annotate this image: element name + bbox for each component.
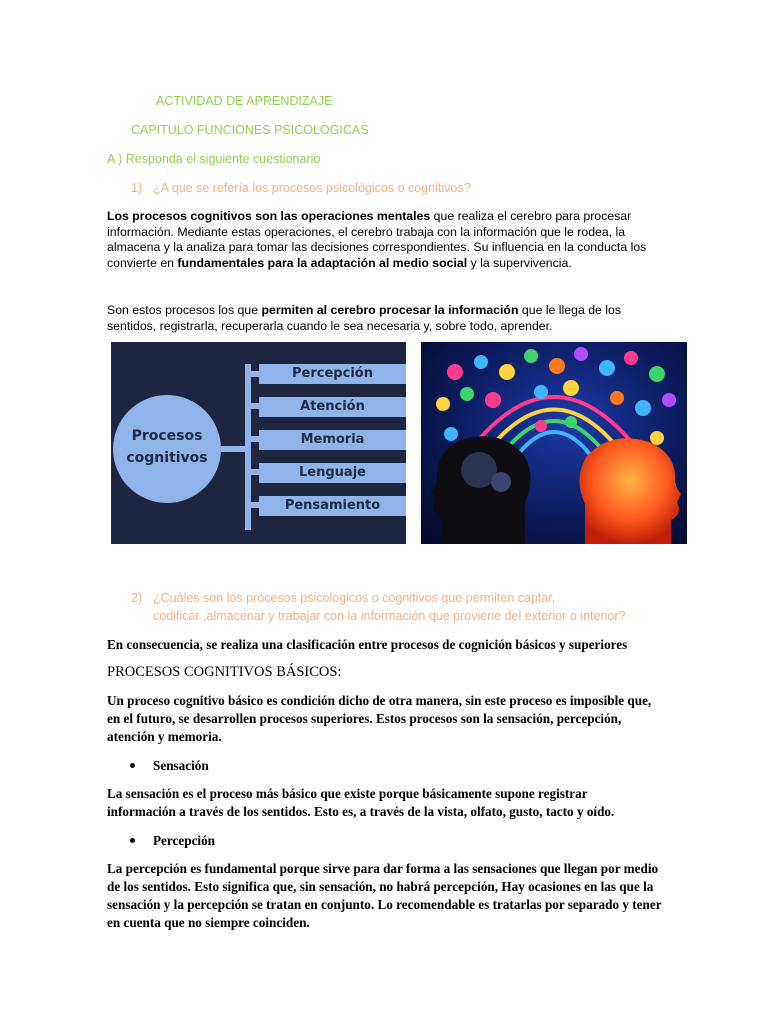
question-2-number: 2) [131, 591, 143, 605]
brain-heads-illustration [421, 342, 687, 544]
cognitive-processes-diagram [111, 342, 406, 544]
diagram-center-label-2: cognitivos [126, 450, 208, 466]
bullet-sensation-dot [130, 763, 135, 768]
diagram-item-attention: Atención [300, 399, 365, 414]
sensation-paragraph: La sensación es el proceso más básico que existe porque básicamente supone registrar información a través de los sentidos. Esto es, a través de la vista, olfato, gusto, tacto y oído. [107, 786, 615, 819]
answer-1-p2-text-2: que le llega de los sentidos, registrarla, recuperarla cuando le sea necesaria y, sobre todo, aprender. [107, 303, 622, 333]
diagram-item-memory: Memoria [300, 432, 365, 447]
answer-1-p2-bold: permiten al cerebro procesar la información [261, 303, 519, 317]
question-1-text: ¿A que se refería los procesos psicológicos o cognitivos? [153, 181, 471, 195]
diagram-item-perception: Percepción [292, 366, 373, 381]
question-2-line-2: codificar ,almacenar y trabajar con la información que proviene del exterior o interior? [153, 609, 626, 623]
bullet-perception: Percepción [153, 833, 216, 848]
heads-artwork [421, 342, 687, 544]
answer-1-p2-text-1: Son estos procesos los que [107, 303, 262, 317]
instruction-line: A ) Responda el siguiente cuestionario [107, 152, 321, 166]
answer-1-text-2: y la supervivencia. [467, 255, 572, 270]
center-circle [113, 395, 221, 503]
answer-1-paragraph-1 [107, 209, 655, 271]
basic-processes-title: PROCESOS COGNITIVOS BÁSICOS: [107, 664, 342, 680]
diagram-center-label-1: Procesos [131, 428, 203, 444]
bullet-sensation: Sensación [153, 758, 209, 773]
answer-1-paragraph-2 [107, 303, 663, 334]
activity-title: ACTIVIDAD DE APRENDIZAJE [156, 94, 333, 108]
diagram-item-thinking: Pensamiento [284, 498, 381, 513]
answer-2-intro: En consecuencia, se realiza una clasificación entre procesos de cognición básicos y superiores [107, 637, 628, 652]
basic-process-paragraph: Un proceso cognitivo básico es condición dicho de otra manera, sin este proceso es imposible que, en el futuro, se desarrollen procesos superiores. Estos procesos son la sensación, percepción, atención y memoria. [107, 693, 652, 744]
answer-1-bold-2: fundamentales para la adaptación al medio social [177, 255, 468, 270]
answer-1-bold-1: Los procesos cognitivos son las operaciones mentales [107, 209, 431, 223]
answer-1-text-1: que realiza el cerebro para procesar información. Mediante estas operaciones, el cerebro trabaja con la información que le rodea, la almacena y la analiza para tomar las decisiones correspondientes. Su influencia en la conducta los convierte en [107, 209, 647, 270]
question-1-number: 1) [131, 181, 143, 195]
chapter-title: CAPITULO FUNCIONES PSICOLOGICAS [131, 123, 369, 137]
question-2-line-1: ¿Cuáles son los procesos psicológicos o cognitivos que permiten captar, [153, 591, 556, 605]
perception-paragraph: La percepción es fundamental porque sirve para dar forma a las sensaciones que llegan por medio de los sentidos. Esto significa que, sin sensación, no habrá percepción, Hay ocasiones en las que la sensación y la percepción se tratan en conjunto. Lo recomendable es tratarlas por separado y tener en cuenta que no siempre coinciden. [107, 861, 662, 930]
diagram-item-language: Lenguaje [299, 465, 366, 480]
bullet-perception-dot [130, 838, 135, 843]
